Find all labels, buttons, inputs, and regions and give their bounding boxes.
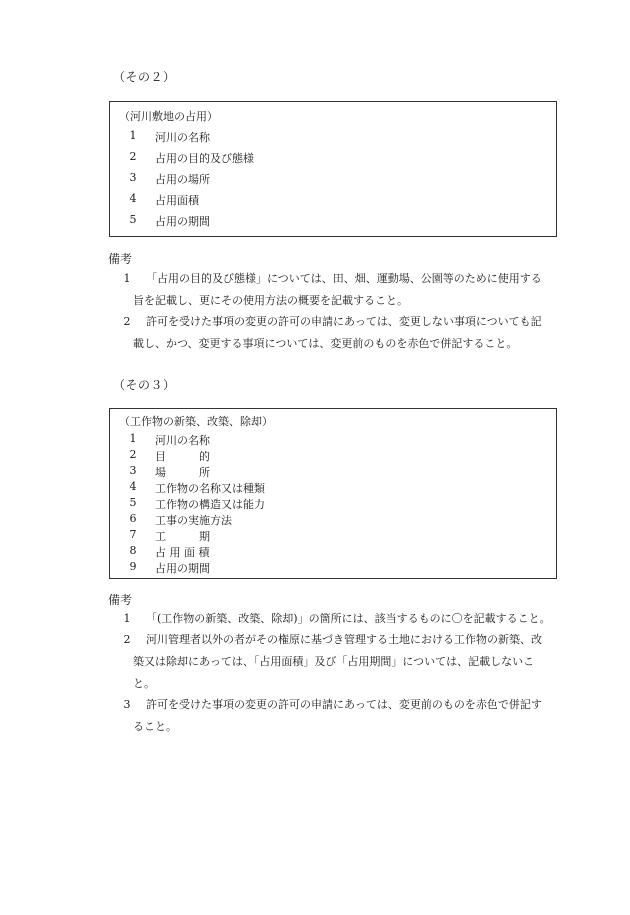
item-number: 2	[129, 150, 137, 163]
item-number: 8	[129, 544, 137, 557]
section3-box-title: （工作物の新築、改築、除却）	[119, 415, 273, 428]
item-label: 工作物の構造又は能力	[155, 498, 265, 511]
item-number: 2	[129, 448, 137, 461]
item-number: 3	[129, 171, 137, 184]
section3-remarks-label: 備考	[108, 593, 133, 607]
section2-form-box	[109, 101, 557, 237]
item-label: 工事の実施方法	[155, 514, 232, 527]
item-label: 占用面積	[155, 194, 199, 207]
note-number: 3	[123, 698, 131, 711]
item-label: 河川の名称	[155, 434, 210, 447]
item-number: 7	[129, 528, 137, 541]
item-label: 河川の名称	[155, 131, 210, 144]
note-line: 載し、かつ、変更する事項については、変更前のものを赤色で併記すること。	[133, 337, 518, 350]
item-number: 1	[129, 129, 137, 142]
item-label: 占 用 面 積	[155, 546, 210, 559]
item-label: 占用の目的及び態様	[155, 152, 254, 165]
item-number: 5	[129, 496, 137, 509]
note-line: 許可を受けた事項の変更の許可の申請にあっては、変更前のものを赤色で併記す	[146, 698, 542, 711]
item-number: 5	[129, 213, 137, 226]
item-label: 占用の期間	[155, 215, 210, 228]
item-number: 4	[129, 480, 137, 493]
section2-heading: （その２）	[113, 70, 176, 84]
item-label: 目 的	[155, 450, 210, 463]
section2-box-title: （河川敷地の占用）	[119, 110, 218, 123]
section2-remarks-label: 備考	[108, 252, 133, 266]
note-line: と。	[133, 677, 155, 690]
item-label: 工 期	[155, 530, 210, 543]
item-label: 占用の場所	[155, 173, 210, 186]
note-number: 2	[123, 315, 131, 328]
section3-note	[121, 608, 611, 630]
item-label: 占用の期間	[155, 562, 210, 575]
section2-note	[121, 268, 591, 312]
section3-note	[121, 694, 591, 738]
item-label: 場 所	[155, 466, 210, 479]
note-number: 1	[123, 612, 131, 625]
item-number: 1	[129, 432, 137, 445]
note-line: 「占用の目的及び態様」については、田、畑、運動場、公園等のために使用する	[146, 272, 542, 285]
item-number: 3	[129, 464, 137, 477]
item-number: 4	[129, 192, 137, 205]
section2-note	[121, 311, 591, 355]
item-number: 9	[129, 560, 137, 573]
note-line: 許可を受けた事項の変更の許可の申請にあっては、変更しない事項についても記	[146, 315, 542, 328]
note-line: ること。	[133, 720, 177, 733]
section3-form-box	[109, 408, 557, 579]
note-number: 2	[123, 633, 131, 646]
note-line: 旨を記載し、更にその使用方法の概要を記載すること。	[133, 294, 408, 307]
note-line: 河川管理者以外の者がその権原に基づき管理する土地における工作物の新築、改	[146, 633, 542, 646]
item-label: 工作物の名称又は種類	[155, 482, 265, 495]
item-number: 6	[129, 512, 137, 525]
section3-note	[121, 629, 591, 695]
section3-heading: （その３）	[113, 378, 176, 392]
note-number: 1	[123, 272, 131, 285]
note-line: 築又は除却にあっては、「占用面積」及び「占用期間」については、記載しないこ	[133, 655, 535, 668]
note-line: 「(工作物の新築、改築、除却)」の箇所には、該当するものに〇を記載すること。	[146, 612, 551, 625]
